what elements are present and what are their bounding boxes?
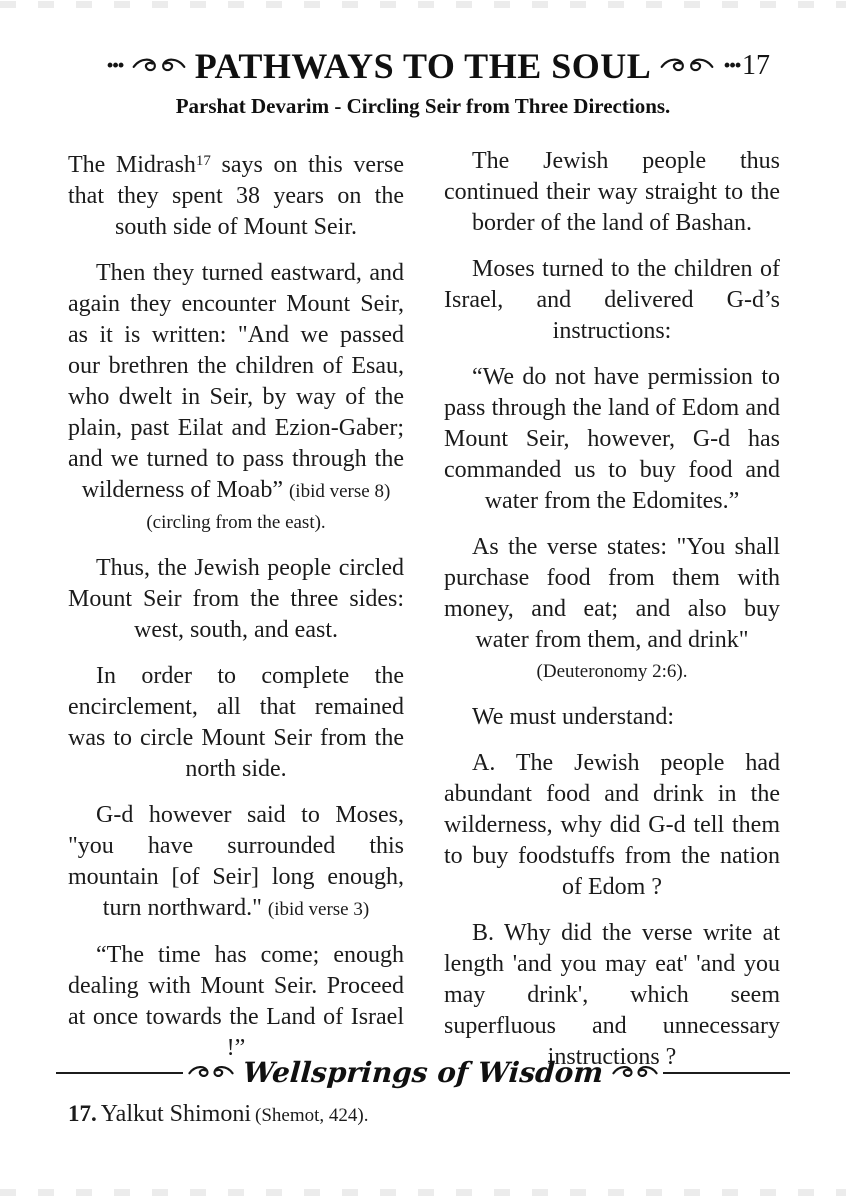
text-run: Thus, the Jewish people circled Mount Seir from the three sides: west, south, and east. bbox=[68, 555, 404, 643]
text-run: G-d however said to Moses, "you have surrounded this mountain [of Seir] long enough, turn northward." bbox=[68, 802, 404, 921]
verse-reference: (ibid verse 8) bbox=[288, 481, 391, 502]
ornament-dots-left: ∙∙∙ bbox=[106, 49, 123, 82]
paragraph bbox=[68, 940, 404, 1064]
paragraph bbox=[444, 254, 780, 347]
text-run: Then they turned eastward, and again they encounter Mount Seir, as it is written: "And we passed our brethren the children of Esau, who dwelt in Seir, by way of the plain, past Eilat and Ezion-Gaber; and we turned to pass through the wilderness of Moab” bbox=[68, 260, 404, 503]
text-run: says on this verse that they spent 38 years on the south side of Mount Seir. bbox=[68, 152, 404, 240]
left-column bbox=[68, 146, 404, 1088]
page-number: 17 bbox=[742, 50, 770, 81]
footnote bbox=[68, 1101, 846, 1128]
text-run: A. The Jewish people had abundant food and drink in the wilderness, why did G-d tell them to buy foodstuffs from the nation of Edom ? bbox=[444, 750, 780, 900]
text-run: Moses turned to the children of Israel, and delivered G-d’s instructions: bbox=[444, 256, 780, 344]
page-footer bbox=[0, 1056, 846, 1128]
paragraph bbox=[68, 553, 404, 646]
text-run: We must understand: bbox=[472, 704, 675, 730]
scan-noise-top bbox=[0, 1, 846, 8]
paragraph bbox=[68, 258, 404, 538]
text-run: In order to complete the encirclement, all that remained was to circle Mount Seir from the north side. bbox=[68, 663, 404, 782]
footer-banner bbox=[0, 1056, 846, 1089]
scan-noise-bottom bbox=[0, 1189, 846, 1196]
text-run: The Midrash bbox=[68, 152, 196, 178]
paragraph bbox=[444, 918, 780, 1073]
footnote-detail: (Shemot, 424). bbox=[255, 1105, 369, 1126]
flourish-left-icon bbox=[188, 1063, 234, 1082]
footnote-source: Yalkut Shimoni bbox=[100, 1101, 252, 1127]
paragraph bbox=[68, 800, 404, 925]
footer-banner-text: Wellsprings of Wisdom bbox=[241, 1056, 605, 1089]
two-column-text bbox=[68, 146, 780, 1088]
footnote-marker: 17 bbox=[195, 153, 211, 169]
banner-rule-right bbox=[663, 1072, 790, 1074]
text-run: “We do not have permission to pass through the land of Edom and Mount Seir, however, G-d has commanded us to buy food and water from the Edomites.” bbox=[444, 364, 780, 514]
paragraph bbox=[444, 748, 780, 903]
banner-rule-left bbox=[56, 1072, 183, 1074]
verse-reference: (Deuteronomy 2:6). bbox=[536, 661, 688, 682]
paragraph bbox=[68, 146, 404, 243]
page-header bbox=[0, 44, 846, 119]
paragraph bbox=[444, 532, 780, 687]
page-title: PATHWAYS TO THE SOUL bbox=[194, 46, 652, 86]
footnote-number: 17. bbox=[68, 1101, 97, 1126]
paragraph bbox=[444, 702, 780, 733]
flourish-right-icon bbox=[612, 1063, 658, 1082]
paragraph bbox=[444, 146, 780, 239]
text-run: B. Why did the verse write at length 'and you may eat' 'and you may drink', which seem superfluous and unnecessary instructions ? bbox=[444, 920, 780, 1070]
right-column bbox=[444, 146, 780, 1088]
title-row bbox=[0, 44, 846, 88]
page-subtitle: Parshat Devarim - Circling Seir from Three Directions. bbox=[175, 94, 671, 118]
flourish-right-icon bbox=[660, 55, 714, 77]
verse-note: (circling from the east). bbox=[146, 512, 326, 533]
text-run: The Jewish people thus continued their way straight to the border of the land of Bashan. bbox=[444, 148, 780, 236]
verse-reference: (ibid verse 3) bbox=[267, 899, 370, 920]
text-run: As the verse states: "You shall purchase food from them with money, and eat; and also buy water from them, and drink" bbox=[444, 534, 780, 653]
flourish-left-icon bbox=[132, 55, 186, 77]
text-run: “The time has come; enough dealing with Mount Seir. Proceed at once towards the Land of Israel !” bbox=[68, 942, 404, 1061]
ornament-dots-right: ∙∙∙ bbox=[723, 49, 740, 82]
paragraph bbox=[68, 661, 404, 785]
paragraph bbox=[444, 362, 780, 517]
